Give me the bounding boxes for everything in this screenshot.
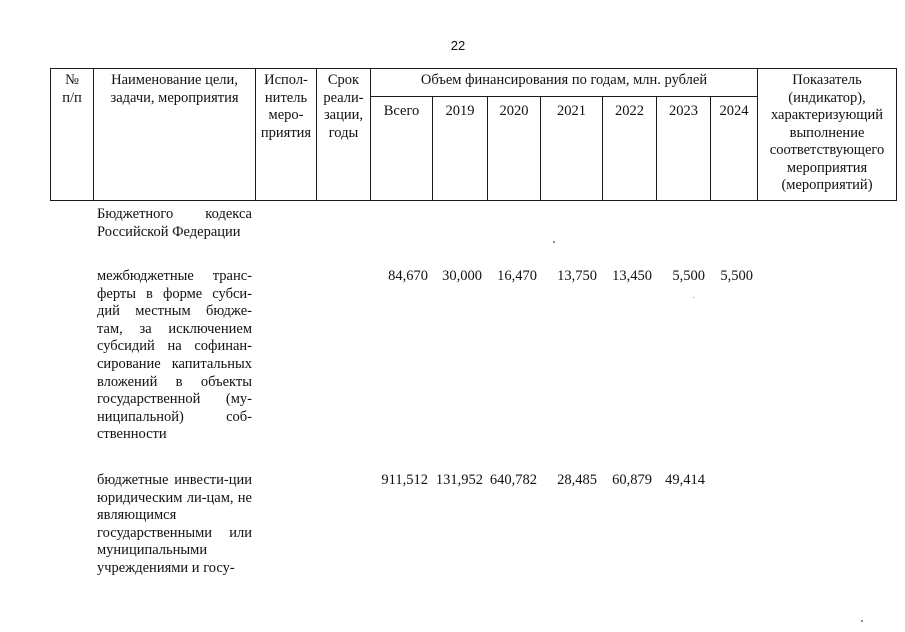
header-year: 2019 [445,103,475,119]
header-executor: Испол-нитель меро-приятия [260,72,312,141]
value-2021: 13,750 [557,268,597,284]
value-2023: 49,414 [665,472,705,488]
header-top-border [50,68,897,69]
scan-speck [861,620,863,622]
value-2022: 13,450 [612,268,652,284]
scan-speck [553,241,555,243]
col-border [896,68,897,201]
scan-speck [693,297,694,298]
value-2019: 131,952 [435,472,483,488]
header-indicator: Показатель (индикатор), характеризующий выполнение соответствующего мероприятия (мероприятий) [769,72,885,193]
header-year: 2024 [719,103,749,119]
value-2022: 60,879 [612,472,652,488]
header-term: Срок реали-зации, годы [323,72,364,141]
header-total: Всего [383,103,420,119]
value-2024: 5,500 [720,268,753,284]
value-total: 84,670 [388,268,428,284]
header-year: 2020 [499,103,529,119]
header-year: 2021 [557,103,586,119]
header-num: № п/п [62,72,82,106]
header-funding: Объем финансирования по годам, млн. рублей [420,72,708,88]
header-year: 2022 [615,103,644,119]
row-name: бюджетные инвести-ции юридическим ли-цам, не являющимся государственными или муниципальными учреждениями и госу- [97,472,252,576]
value-2021: 28,485 [557,472,597,488]
value-total: 911,512 [381,472,428,488]
page-number: 22 [450,38,466,53]
value-2019: 30,000 [442,268,482,284]
value-2020: 640,782 [489,472,537,488]
header-year: 2023 [669,103,698,119]
value-2023: 5,500 [672,268,705,284]
header-name: Наименование цели, задачи, мероприятия [110,72,239,106]
value-2020: 16,470 [497,268,537,284]
row-name: Бюджетного кодекса Российской Федерации [97,206,252,240]
header-bottom-border [50,200,897,201]
header-year-row-border [370,96,757,97]
row-name: межбюджетные транс-ферты в форме субси-дий местным бюдже-там, за исключением субсидий на софинан-сирование капитальных вложений в объекты государственной (му-ниципальной) соб-ственности [97,268,252,443]
